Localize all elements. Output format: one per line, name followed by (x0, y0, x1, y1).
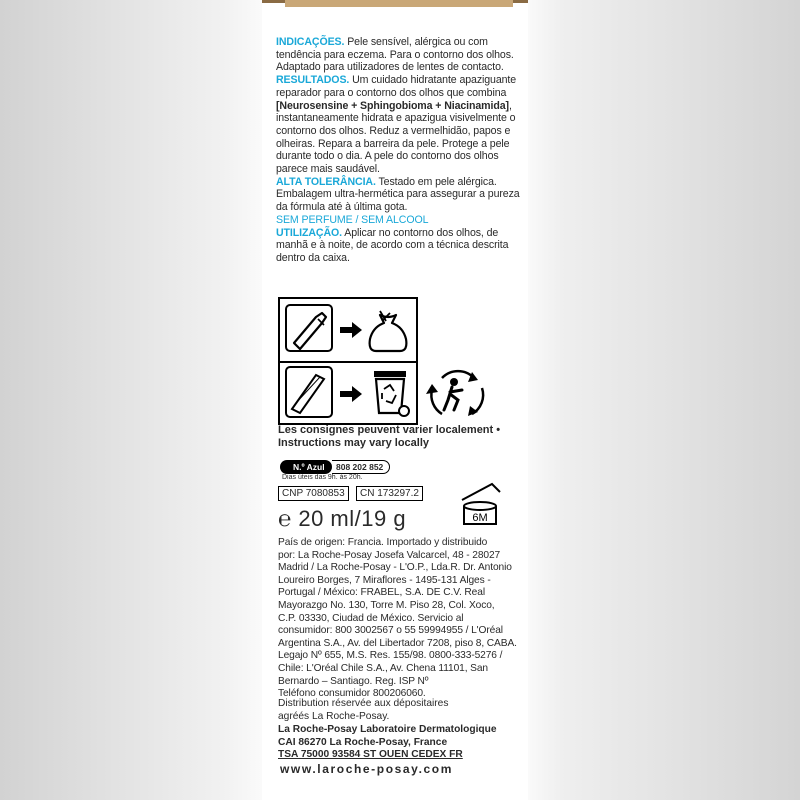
origin-line: Madrid / La Roche-Posay - L'O.P., Lda.R. Dr. Antonio (278, 562, 512, 574)
azul-number: 808 202 852 (332, 460, 390, 474)
volume-text: 20 ml/19 g (298, 506, 407, 531)
origin-line: País de origen: Francia. Importado y distribuido (278, 537, 488, 548)
resultados-paragraph (276, 74, 528, 176)
box-top-strip (285, 0, 513, 7)
distrib-line: Distribution réservée aux dépositaires (278, 698, 449, 709)
sorting-pictogram (278, 297, 418, 425)
utilizacao-text: Aplicar no contorno dos olhos, de manhã e à noite, de acordo com a técnica descrita dentro da caixa. (276, 226, 509, 264)
consignes-line-2: Instructions may vary locally (278, 436, 430, 449)
cn-code: CN 173297.2 (356, 486, 423, 501)
resultados-ingredients: [Neurosensine + Sphingobioma + Niacinamida] (276, 99, 509, 112)
lab-line: La Roche-Posay Laboratoire Dermatologique (278, 724, 497, 735)
laboratory-address (278, 724, 526, 762)
origin-line: Bernardo – Santiago. Reg. ISP Nº (278, 675, 429, 687)
resultados-text-1: Um cuidado hidratante apaziguante reparador para o contorno dos olhos que combina (276, 74, 517, 99)
origin-line: Teléfono consumidor 800206060. (278, 688, 426, 700)
estimated-sign-icon: ℮ (278, 506, 292, 531)
lab-line: CAI 86270 La Roche-Posay, France (278, 736, 448, 748)
origin-line: Argentina S.A., Av. del Libertador 7208, piso 8, CABA. (278, 637, 517, 649)
resultados-heading: RESULTADOS. (276, 74, 350, 87)
tolerancia-text: Testado em pele alérgica. Embalagem ultra-hermética para assegurar a pureza da fórmula até à última gota. (276, 175, 520, 214)
origin-line: por: La Roche-Posay Josefa Valcarcel, 48 - 28027 (278, 549, 501, 561)
description-text (276, 36, 528, 265)
origin-line: Mayorazgo No. 130, Torre M. Piso 28, Col. Xoco, (278, 599, 495, 611)
origin-line: Loureiro Borges, 7 Miraflores - 1495-131 Alges - (278, 574, 491, 586)
tolerancia-paragraph (276, 176, 528, 214)
box-disposal-row (280, 363, 416, 423)
arrow-right-icon (340, 386, 362, 402)
azul-hours: Dias úteis das 9h. às 20h. (282, 474, 363, 481)
sorting-instructions (278, 424, 500, 449)
pao-label: 6M (472, 512, 488, 524)
net-volume (278, 506, 406, 532)
triman-logo (424, 368, 490, 420)
distribution-notice (278, 698, 526, 723)
azul-label: N.º Azul (293, 462, 325, 472)
utilizacao-paragraph (276, 227, 528, 265)
arrow-right-icon (340, 322, 362, 338)
distrib-line: agréés La Roche-Posay. (278, 710, 390, 722)
origin-line: C.P. 03330, Ciudad de México. Servicio al (278, 612, 464, 624)
trash-bag-icon (370, 311, 407, 351)
cnp-code: CNP 7080853 (278, 486, 349, 501)
indicacoes-text: Pele sensível, alérgica ou com tendência para eczema. Para o contorno dos olhos. Adaptado para utilizadores de lentes de contacto. (276, 36, 514, 74)
origin-info (278, 537, 526, 701)
recycle-bin-icon (374, 371, 409, 416)
utilizacao-heading: UTILIZAÇÃO. (276, 226, 342, 239)
azul-badge (280, 460, 332, 474)
origin-line: Legajo Nº 655, M.S. Res. 155/98. 0800-333-5276 / (278, 650, 503, 662)
triman-icon (424, 368, 490, 420)
resultados-text-2: , instantaneamente hidrata e apazigua visivelmente o contorno dos olhos. Reduz a vermelhidão, papos e olheiras. Repara a barreira da pele. Protege a pele durante todo o dia. A pele do contorno dos olhos parece mais saudável. (276, 99, 516, 176)
background-left (0, 0, 262, 800)
tube-icon (286, 305, 332, 351)
origin-line: Portugal / México: FRABEL, S.A. DE C.V. Real (278, 587, 485, 599)
box-icon (286, 367, 332, 417)
indicacoes-heading: INDICAÇÕES. (276, 36, 345, 48)
consignes-line-1: Les consignes peuvent varier localement • (278, 424, 501, 436)
jar-6m-icon (456, 480, 506, 530)
sem-perfume-line: SEM PERFUME / SEM ALCOOL (276, 213, 429, 226)
tube-disposal-row (280, 299, 416, 363)
indicacoes-paragraph (276, 36, 528, 74)
background-right (528, 0, 800, 800)
lab-line: TSA 75000 93584 ST OUEN CEDEX FR (278, 749, 463, 761)
tolerancia-heading: ALTA TOLERÂNCIA. (276, 175, 376, 188)
origin-line: Chile: L'Oréal Chile S.A., Av. Chena 11101, San (278, 662, 488, 674)
origin-line: consumidor: 800 3002567 o 55 59994955 / L'Oréal (278, 625, 503, 637)
website-url: www.laroche-posay.com (280, 762, 453, 776)
